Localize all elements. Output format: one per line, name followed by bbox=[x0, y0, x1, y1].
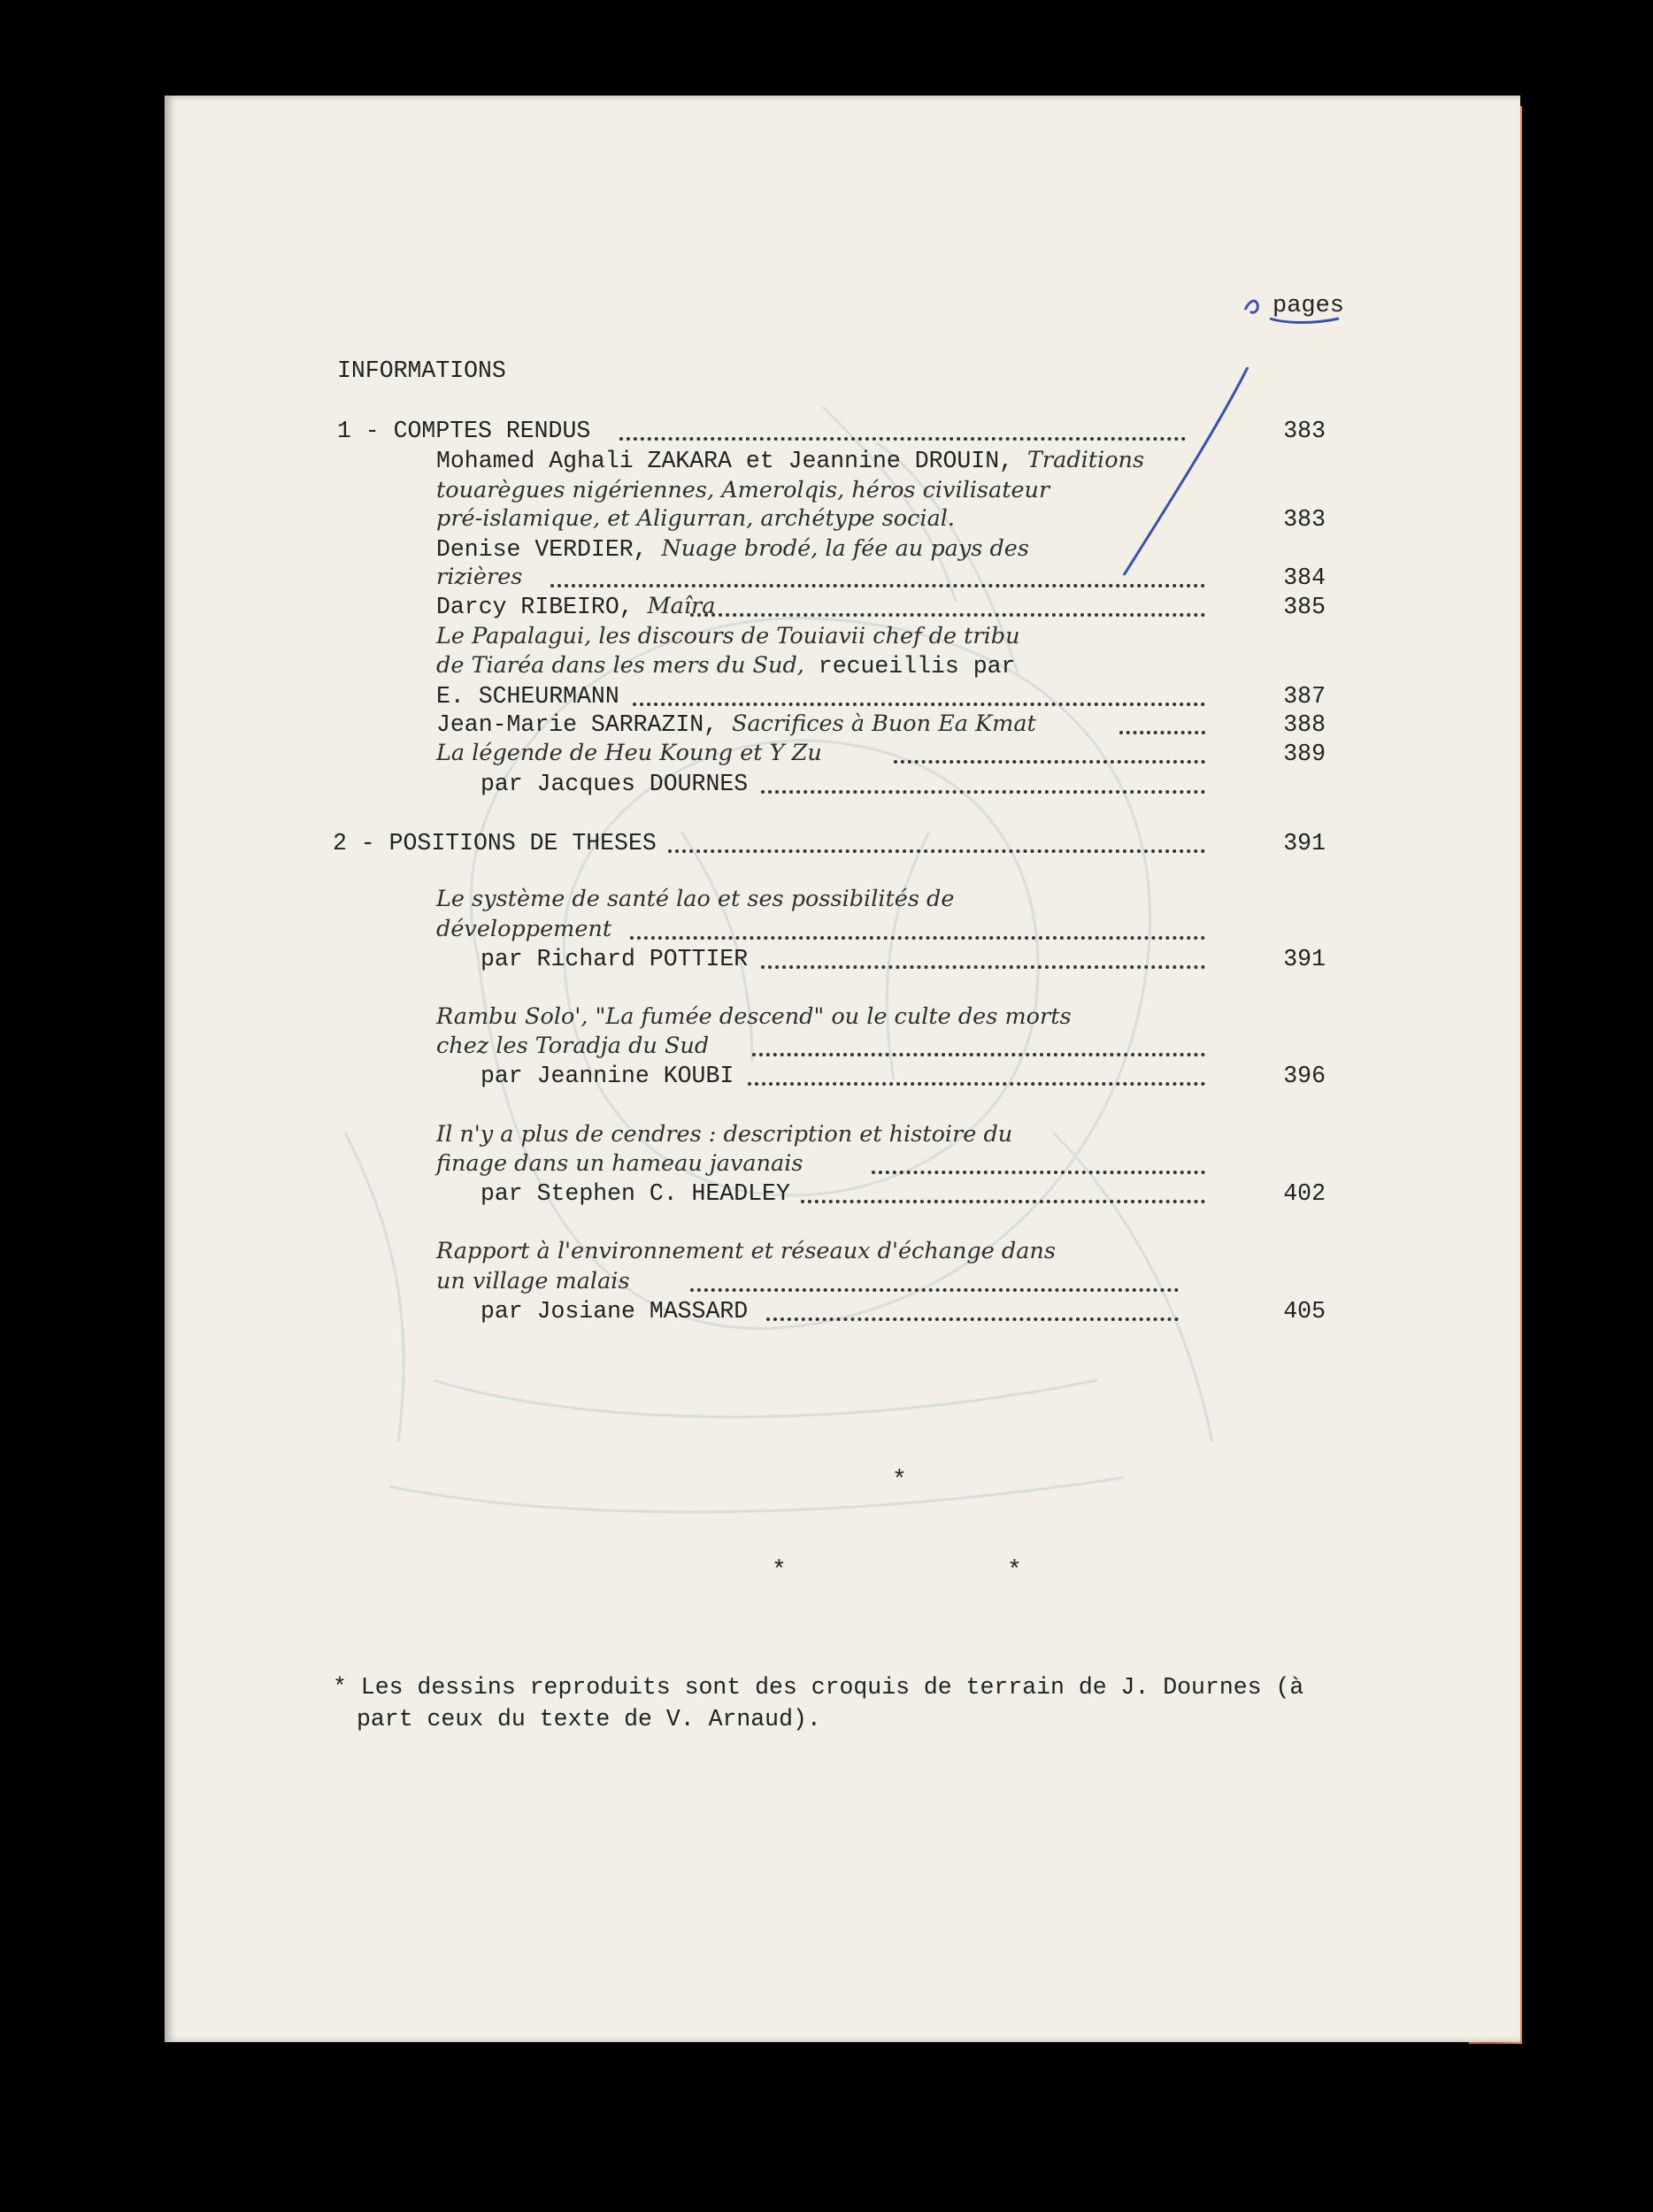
pages-label: pages bbox=[1272, 293, 1345, 319]
entry-author: par Richard POTTIER bbox=[481, 946, 749, 972]
asterisk-ornament: * bbox=[1007, 1557, 1022, 1585]
page-number: 387 bbox=[1283, 683, 1326, 710]
entry-line: Il n'y a plus de cendres : description et histoire du bbox=[436, 1121, 1013, 1148]
page-number: 383 bbox=[1283, 418, 1326, 444]
entry-line: Le système de santé lao et ses possibilités de bbox=[436, 886, 955, 912]
leader-dots bbox=[894, 760, 1205, 764]
entry-line: Rambu Solo', "La fumée descend" ou le culte des morts bbox=[436, 1003, 1072, 1030]
entry-author: par Jacques DOURNES bbox=[481, 771, 749, 797]
page-number: 388 bbox=[1283, 711, 1326, 738]
entry-line: Le Papalagui, les discours de Touiavii chef de tribu bbox=[436, 623, 1020, 649]
leader-dots bbox=[690, 1288, 1179, 1292]
leader-dots bbox=[766, 1317, 1179, 1321]
entry-line: un village malais bbox=[436, 1268, 630, 1294]
entry-line: Jean-Marie SARRAZIN, Sacrifices à Buon Ea Kmat bbox=[436, 710, 1036, 738]
leader-dots bbox=[619, 437, 1186, 441]
page-number: 383 bbox=[1283, 506, 1326, 533]
page-number: 391 bbox=[1283, 830, 1326, 856]
entry-line: chez les Toradja du Sud bbox=[436, 1033, 710, 1059]
page-number: 402 bbox=[1283, 1180, 1326, 1207]
leader-dots bbox=[801, 1200, 1205, 1203]
section-2-heading: 2 - POSITIONS DE THESES bbox=[333, 830, 657, 856]
leader-dots bbox=[752, 1053, 1205, 1056]
asterisk-ornament: * bbox=[772, 1557, 787, 1585]
section-1-heading: 1 - COMPTES RENDUS bbox=[337, 418, 591, 444]
leader-dots bbox=[1119, 731, 1205, 734]
entry-author: par Stephen C. HEADLEY bbox=[481, 1180, 790, 1207]
pen-stroke bbox=[1115, 367, 1257, 580]
leader-dots bbox=[761, 965, 1205, 969]
footnote: * Les dessins reproduits sont des croquis de terrain de J. Dournes (à bbox=[333, 1674, 1304, 1701]
page-number: 385 bbox=[1283, 594, 1326, 620]
page-number: 384 bbox=[1283, 565, 1326, 591]
leader-dots bbox=[748, 1082, 1205, 1086]
leader-dots bbox=[630, 936, 1205, 940]
page-number: 389 bbox=[1283, 741, 1326, 767]
entry-line: rizières bbox=[436, 564, 523, 590]
leader-dots bbox=[690, 613, 1205, 617]
page-number: 396 bbox=[1283, 1063, 1326, 1089]
leader-dots bbox=[550, 584, 1205, 588]
leader-dots bbox=[633, 703, 1205, 706]
entry-line: pré-islamique, et Aligurran, archétype social. bbox=[436, 505, 956, 532]
asterisk-ornament: * bbox=[892, 1467, 907, 1494]
entry-line: Rapport à l'environnement et réseaux d'échange dans bbox=[436, 1238, 1056, 1264]
entry-author: par Josiane MASSARD bbox=[481, 1298, 749, 1325]
page-number: 391 bbox=[1283, 946, 1326, 972]
entry-line: E. SCHEURMANN bbox=[436, 683, 619, 710]
entry-line: Mohamed Aghali ZAKARA et Jeannine DROUIN, Traditions bbox=[436, 447, 1145, 474]
entry-author: par Jeannine KOUBI bbox=[481, 1063, 734, 1089]
entry-line: Darcy RIBEIRO, Maîra bbox=[436, 593, 716, 620]
entry-line: La légende de Heu Koung et Y Zu bbox=[436, 740, 822, 766]
leader-dots bbox=[668, 849, 1205, 853]
entry-line: touarègues nigériennes, Amerolqis, héros civilisateur bbox=[436, 477, 1050, 503]
entry-line: développement bbox=[436, 916, 612, 942]
entry-line: finage dans un hameau javanais bbox=[436, 1150, 803, 1177]
entry-line: de Tiaréa dans les mers du Sud, recueillis par bbox=[436, 652, 1016, 680]
footnote: part ceux du texte de V. Arnaud). bbox=[357, 1706, 821, 1732]
section-title: INFORMATIONS bbox=[337, 357, 506, 384]
page-number: 405 bbox=[1283, 1298, 1326, 1325]
entry-line: Denise VERDIER, Nuage brodé, la fée au pays des bbox=[436, 535, 1029, 563]
leader-dots bbox=[872, 1171, 1205, 1174]
leader-dots bbox=[761, 790, 1205, 794]
